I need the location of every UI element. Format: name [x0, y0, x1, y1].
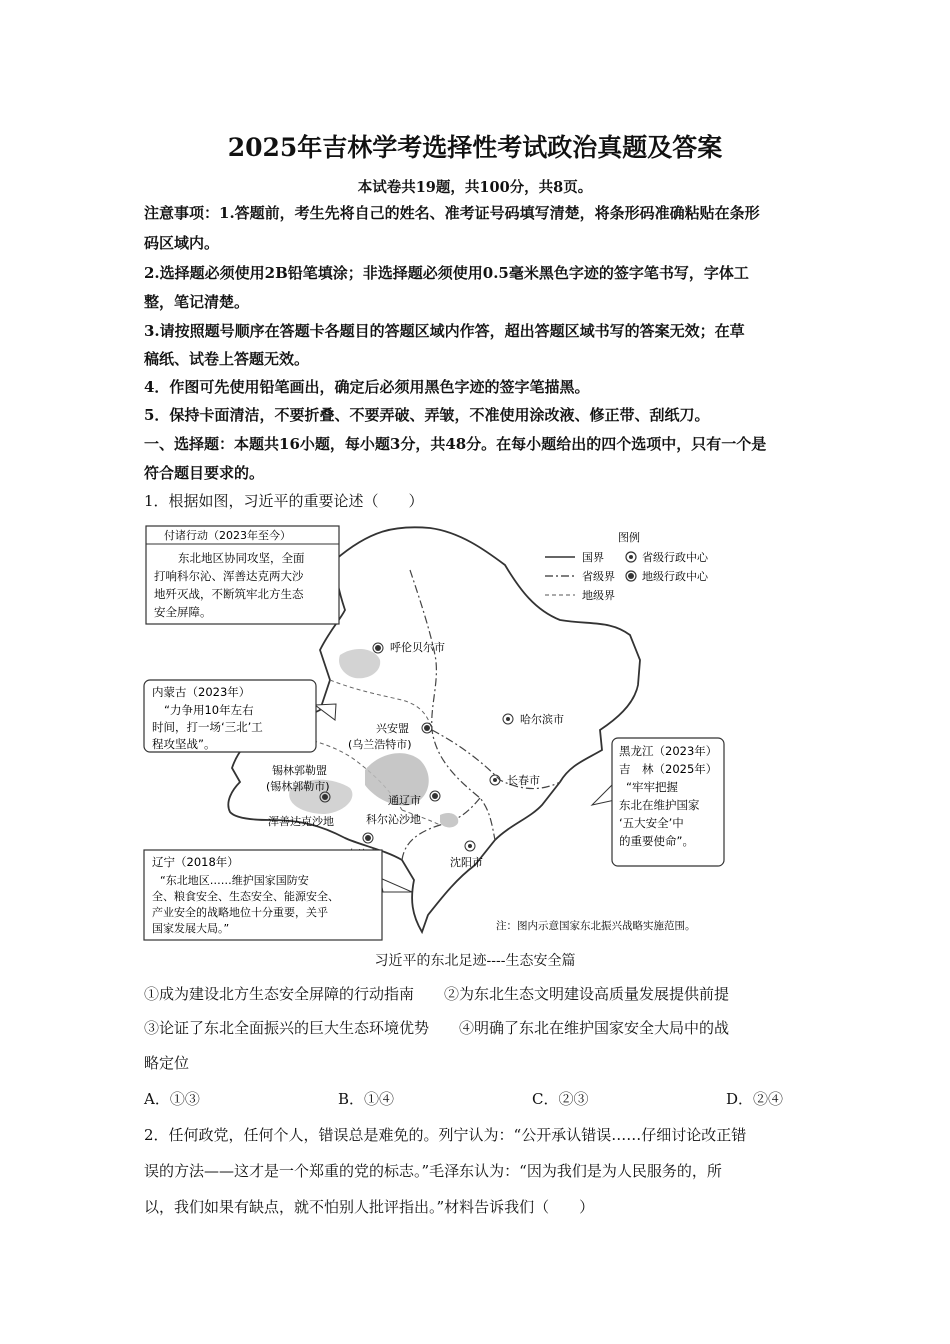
label-hunshandake: 浑善达克沙地 — [268, 815, 334, 828]
question-2-line: 2．任何政党，任何个人，错误总是难免的。列宁认为：“公开承认错误……仔细讨论改正错 — [144, 1126, 747, 1144]
callout-action-line: 东北地区协同攻坚，全面 — [178, 551, 305, 565]
callout-im-line: 程攻坚战”。 — [152, 737, 216, 751]
city-changchun: 长春市 — [507, 774, 540, 787]
question-1-stem: 1．根据如图，习近平的重要论述（ ） — [144, 492, 424, 510]
callout-action-line: 打响科尔沁、浑善达克两大沙 — [154, 569, 304, 583]
option-line: ③论证了东北全面振兴的巨大生态环境优势 ④明确了东北在维护国家安全大局中的战 — [144, 1019, 730, 1037]
callout-ln-line: 产业安全的战略地位十分重要，关乎 — [152, 906, 328, 919]
notice-line: 码区域内。 — [144, 234, 220, 252]
label-horqin: 科尔沁沙地 — [366, 813, 421, 826]
legend-prov-center: 省级行政中心 — [642, 551, 708, 564]
notice-line: 5．保持卡面清洁，不要折叠、不要弄破、弄皱，不准使用涂改液、修正带、刮纸刀。 — [144, 406, 710, 424]
callout-hj-line: 东北在维护国家 — [619, 798, 700, 812]
option-line: ①成为建设北方生态安全屏障的行动指南 ②为东北生态文明建设高质量发展提供前提 — [144, 985, 730, 1003]
callout-action-title: 付诸行动（2023年至今） — [164, 529, 291, 542]
callout-ln-line: 国家发展大局。” — [152, 922, 230, 935]
callout-action-line: 安全屏障。 — [154, 605, 212, 619]
legend-provincial: 省级界 — [582, 570, 615, 583]
northeast-map — [140, 520, 740, 945]
exam-info: 本试卷共19题，共100分，共8页。 — [357, 179, 593, 196]
callout-im-line: 内蒙古（2023年） — [152, 685, 251, 699]
notice-line: 4．作图可先使用铅笔画出，确定后必须用黑色字迹的签字笔描黑。 — [144, 378, 590, 396]
city-xinganmeng: 兴安盟 — [376, 722, 409, 735]
city-xilin-seat: (锡林郭勒市) — [266, 780, 330, 793]
callout-hj-line: 吉 林（2025年） — [619, 762, 718, 776]
callout-ln-line: 辽宁（2018年） — [152, 855, 239, 869]
city-tongliao: 通辽市 — [388, 794, 421, 807]
city-harbin: 哈尔滨市 — [520, 713, 564, 726]
choice-c[interactable]: C．②③ — [532, 1090, 589, 1108]
choice-b[interactable]: B．①④ — [338, 1090, 395, 1108]
option-line: 略定位 — [144, 1054, 190, 1072]
notice-line: 3.请按照题号顺序在答题卡各题目的答题区域内作答，超出答题区域书写的答案无效；在草 — [144, 322, 745, 340]
callout-pointer — [380, 878, 412, 892]
figure-caption: 习近平的东北足迹----生态安全篇 — [374, 953, 576, 969]
legend-prefectural: 地级界 — [582, 589, 615, 602]
callout-im-line: “力争用10年左右 — [164, 703, 254, 717]
callout-action-line: 地歼灭战，不断筑牢北方生态 — [154, 587, 304, 601]
callout-ln-line: 全、粮食安全、生态安全、能源安全、 — [152, 890, 339, 903]
question-2-line: 误的方法——这才是一个郑重的党的标志。”毛泽东认为：“因为我们是为人民服务的，所 — [144, 1162, 722, 1180]
callout-im-line: 时间，打一场‘三北’工 — [152, 720, 263, 734]
section-heading: 一、选择题：本题共16小题，每小题3分，共48分。在每小题给出的四个选项中，只有一个是 — [144, 435, 767, 453]
page-title: 2025年吉林学考选择性考试政治真题及答案 — [227, 133, 723, 162]
section-heading: 符合题目要求的。 — [144, 464, 265, 482]
callout-hj-line: 的重要使命”。 — [619, 834, 694, 848]
notice-line: 稿纸、试卷上答题无效。 — [144, 350, 310, 368]
callout-hj-line: ‘五大安全’中 — [619, 816, 684, 830]
legend-title: 图例 — [618, 531, 640, 544]
question-2-line: 以，我们如果有缺点，就不怕别人批评指出。”材料告诉我们（ ） — [144, 1198, 595, 1216]
callout-hj-line: 黑龙江（2023年） — [619, 744, 718, 758]
callout-ln-line: “东北地区……维护国家国防安 — [160, 874, 309, 887]
notice-line: 注意事项：1.答题前，考生先将自己的姓名、准考证号码填写清楚，将条形码准确粘贴在条形 — [144, 204, 760, 222]
choice-a[interactable]: A．①③ — [144, 1090, 200, 1108]
legend-pref-center: 地级行政中心 — [642, 570, 708, 583]
city-hulunbuir: 呼伦贝尔市 — [390, 641, 445, 654]
choice-d[interactable]: D．②④ — [726, 1090, 784, 1108]
callout-hj-line: “牢牢把握 — [626, 780, 678, 794]
city-ulanhot: (乌兰浩特市) — [348, 738, 412, 751]
legend-national: 国界 — [582, 551, 604, 564]
map-footnote: 注：图内示意国家东北振兴战略实施范围。 — [496, 920, 696, 932]
notice-line: 2.选择题必须使用2B铅笔填涂；非选择题必须使用0.5毫米黑色字迹的签字笔书写，字体工 — [144, 264, 749, 282]
city-shenyang: 沈阳市 — [450, 856, 483, 869]
city-xilin: 锡林郭勒盟 — [272, 764, 327, 777]
notice-line: 整，笔记清楚。 — [144, 293, 250, 311]
